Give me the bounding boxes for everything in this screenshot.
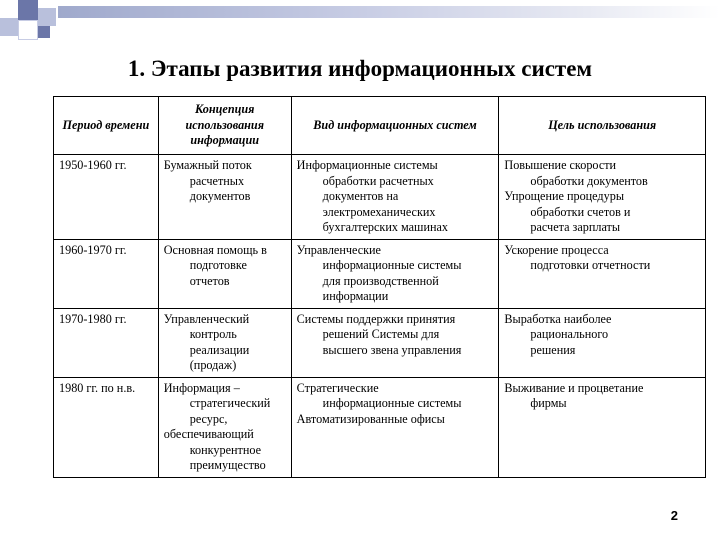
cell-period: 1960-1970 гг. <box>54 239 159 308</box>
cell-line: Основная помощь в <box>163 242 267 257</box>
cell-line: информационные системы <box>322 258 462 272</box>
cell-line: Бумажный поток <box>163 158 252 172</box>
cell-type <box>291 239 499 308</box>
cell-goal <box>499 239 706 308</box>
cell-goal <box>499 377 706 477</box>
table-row <box>54 239 706 308</box>
cell-line: электромеханических <box>322 204 436 219</box>
decor-square <box>18 20 38 40</box>
table-header-row <box>54 97 706 155</box>
cell-line: Выживание и процветание <box>504 380 644 395</box>
cell-line: Управленческий <box>163 311 250 326</box>
decor-stripe <box>58 6 720 18</box>
cell-line: обеспечивающий <box>163 427 254 441</box>
cell-line: обработки расчетных <box>322 173 434 188</box>
table-row <box>54 155 706 240</box>
header-period: Период времени <box>54 97 159 155</box>
header-goal: Цель использования <box>499 97 706 155</box>
cell-line: Управленческие <box>296 242 381 257</box>
cell-goal <box>499 308 706 377</box>
header-type: Вид информационных систем <box>291 97 499 155</box>
cell-line: Повышение скорости <box>504 158 617 172</box>
cell-line: расчета зарплаты <box>530 220 621 234</box>
cell-concept <box>158 308 291 377</box>
cell-line: бухгалтерских машинах <box>322 220 448 234</box>
cell-line: подготовке <box>189 258 247 272</box>
cell-line: обработки счетов и <box>530 204 631 219</box>
cell-line: Системы поддержки принятия <box>296 311 456 326</box>
cell-line: обработки документов <box>530 173 648 188</box>
header-concept: Концепция использования информации <box>158 97 291 155</box>
cell-line: Ускорение процесса <box>504 242 609 257</box>
cell-line: преимущество <box>189 458 266 472</box>
cell-line: информационные системы <box>322 396 462 410</box>
cell-concept <box>158 155 291 240</box>
cell-line: расчетных <box>189 173 245 188</box>
cell-type <box>291 377 499 477</box>
decor-square <box>0 18 18 36</box>
cell-line: стратегический <box>189 396 271 410</box>
cell-type <box>291 308 499 377</box>
cell-line: решения <box>530 342 576 357</box>
cell-line: решений Системы для <box>322 327 440 341</box>
cell-line: ресурс, <box>189 411 228 426</box>
cell-line: для производственной <box>322 273 439 288</box>
cell-goal <box>499 155 706 240</box>
cell-line: Упрощение процедуры <box>504 189 625 203</box>
cell-line: реализации <box>189 342 250 357</box>
cell-line: Стратегические <box>296 380 379 395</box>
cell-type <box>291 155 499 240</box>
cell-line: Информационные системы <box>296 158 438 172</box>
cell-line: документов <box>189 189 251 203</box>
cell-line: подготовки отчетности <box>530 258 651 272</box>
cell-line: (продаж) <box>189 358 237 372</box>
page-number: 2 <box>670 508 678 523</box>
cell-period: 1970-1980 гг. <box>54 308 159 377</box>
cell-line: Информация – <box>163 380 240 395</box>
cell-concept <box>158 377 291 477</box>
cell-line: контроль <box>189 327 237 341</box>
decor-square <box>38 26 50 38</box>
cell-line: высшего звена управления <box>322 342 462 357</box>
cell-line: документов на <box>322 189 399 203</box>
table-row <box>54 308 706 377</box>
decor-square <box>38 8 56 26</box>
page-title: 1. Этапы развития информационных систем <box>127 56 593 81</box>
cell-period: 1950-1960 гг. <box>54 155 159 240</box>
cell-line: фирмы <box>530 396 567 410</box>
cell-line: рационального <box>530 327 609 341</box>
stages-table <box>53 96 706 478</box>
cell-line: информации <box>322 289 389 303</box>
cell-period: 1980 гг. по н.в. <box>54 377 159 477</box>
cell-line: конкурентное <box>189 442 262 457</box>
table-row <box>54 377 706 477</box>
cell-line: Автоматизированные офисы <box>296 411 445 426</box>
cell-line: Выработка наиболее <box>504 311 612 326</box>
cell-concept <box>158 239 291 308</box>
decor-square <box>18 0 38 20</box>
cell-line: отчетов <box>189 273 230 288</box>
